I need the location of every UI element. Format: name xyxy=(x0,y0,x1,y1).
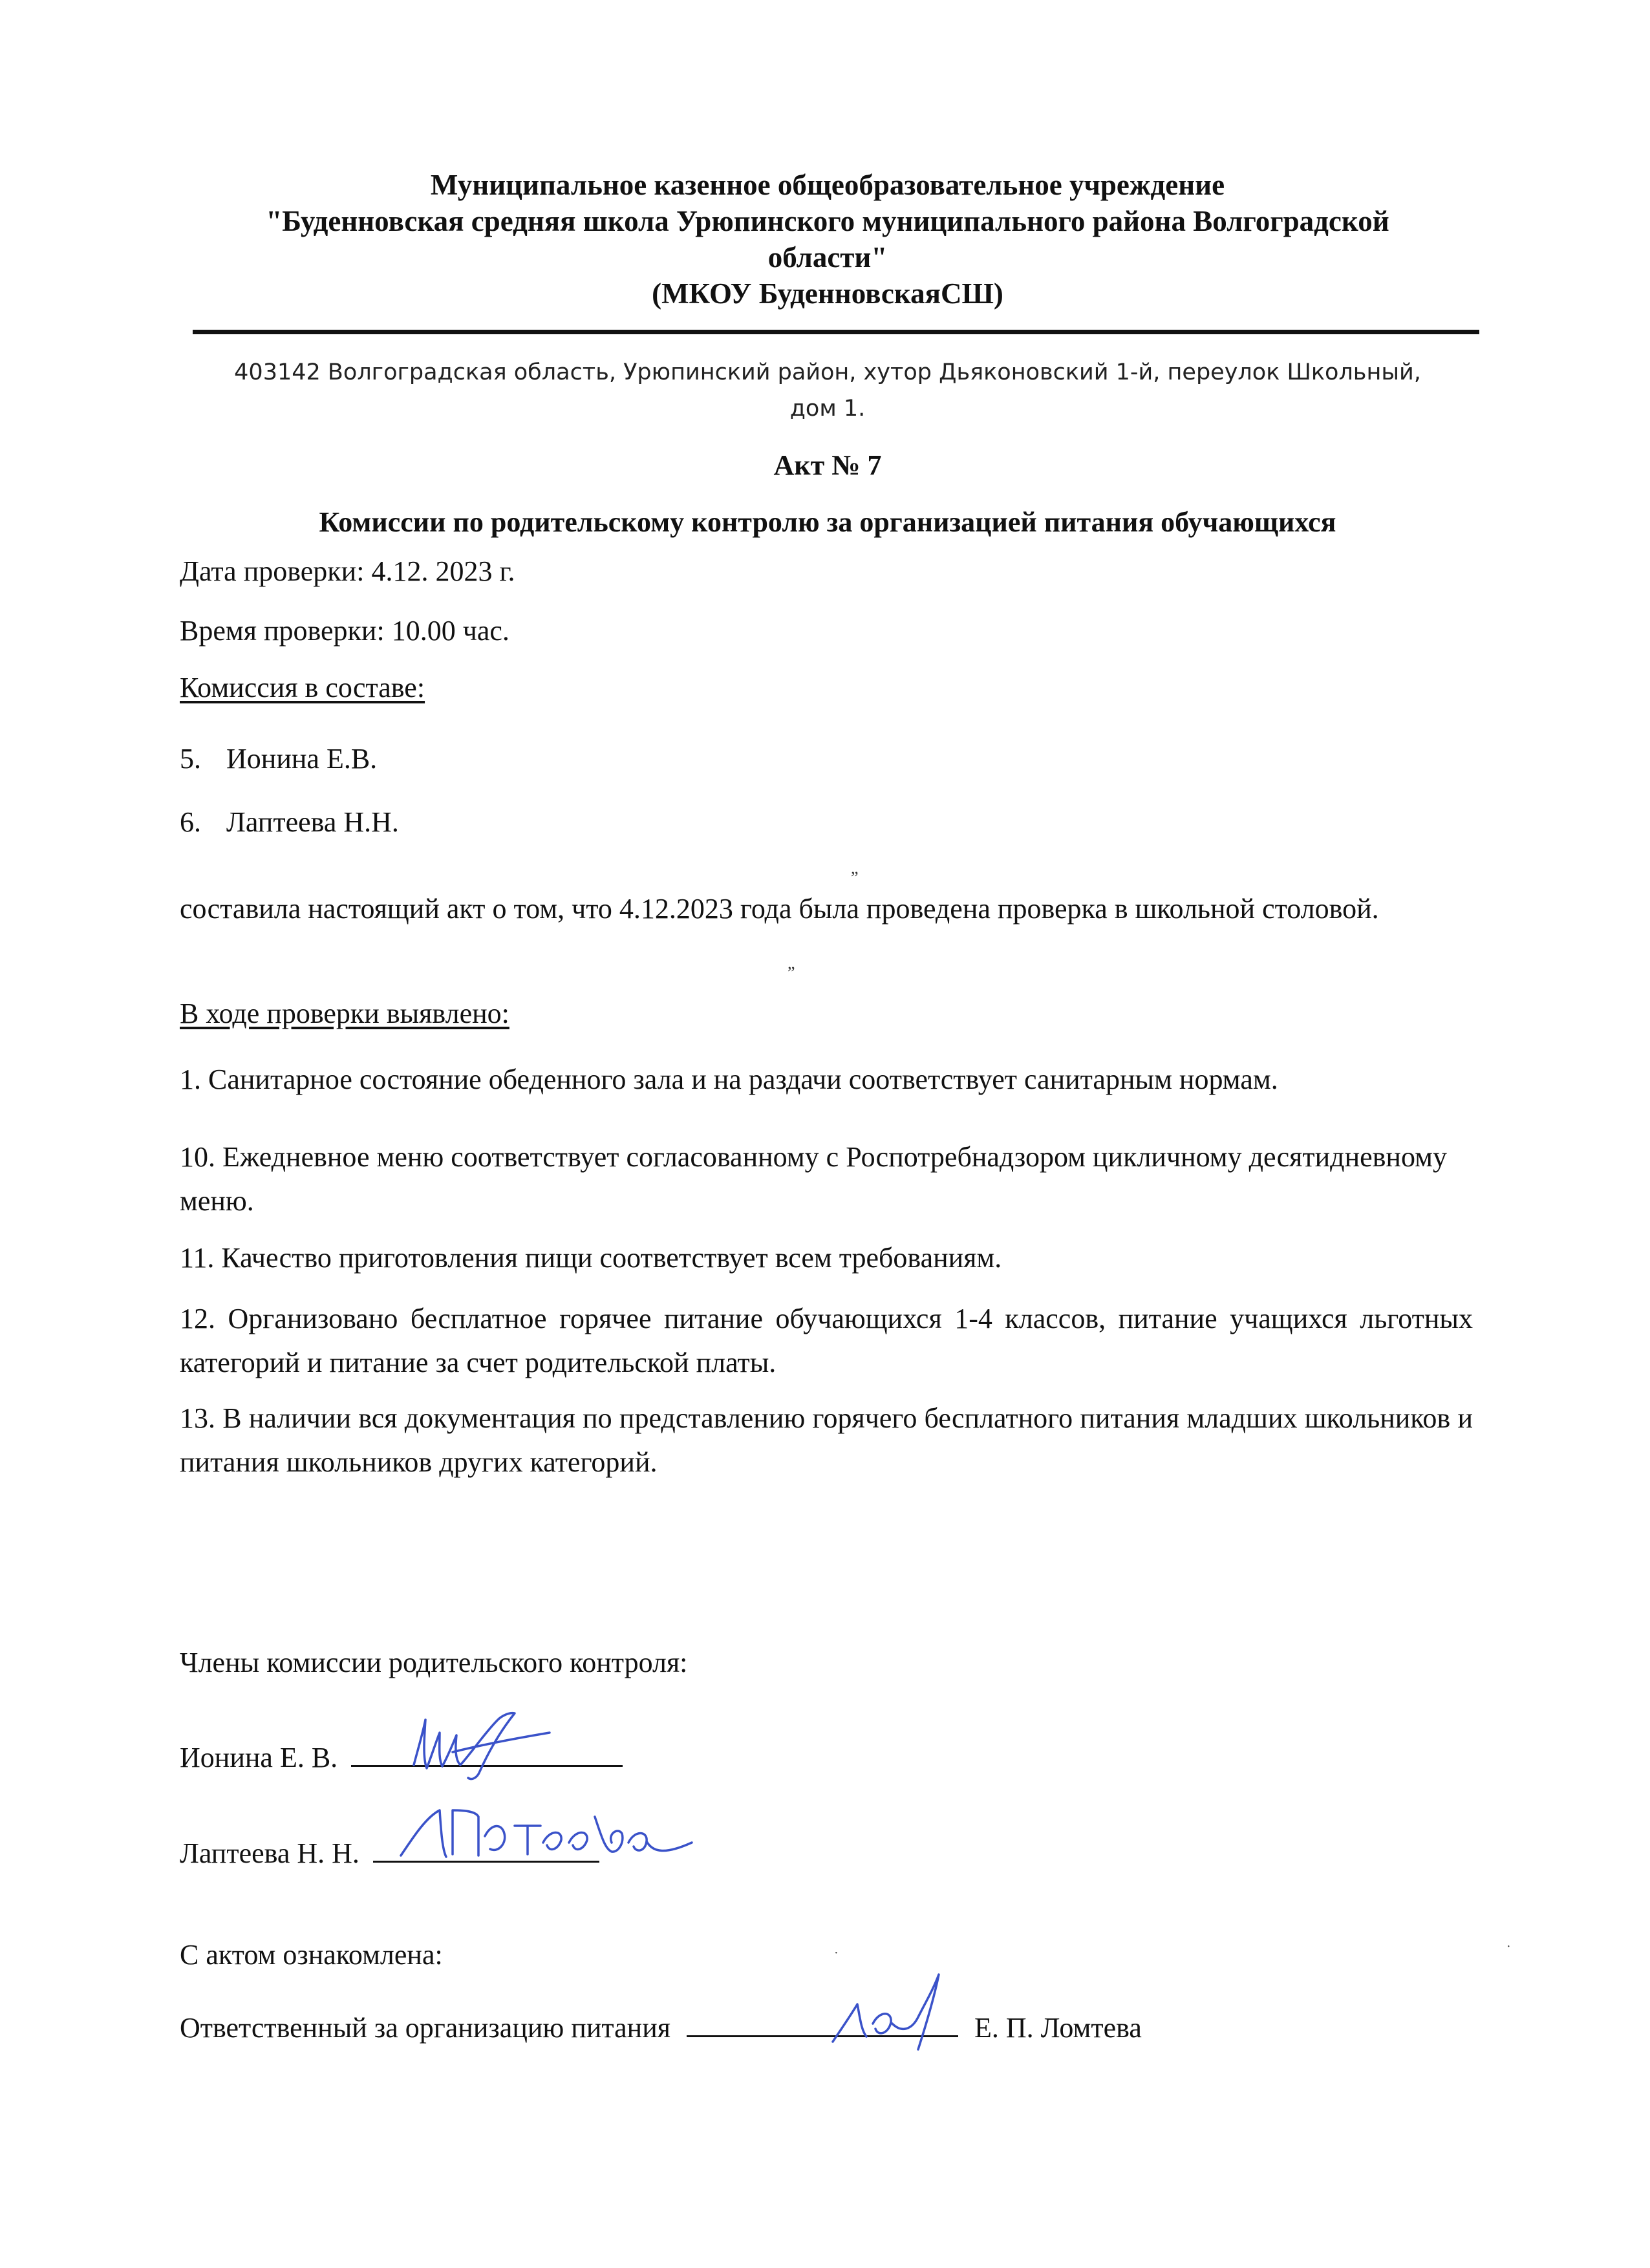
responsible-signature-row xyxy=(180,2009,1142,2046)
member-signature-name: Лаптеева Н. Н. xyxy=(180,1837,359,1869)
member-number: 6. xyxy=(180,806,201,838)
acknowledged-label: С актом ознакомлена: xyxy=(180,1939,443,1971)
commission-member xyxy=(180,804,399,840)
header-line-1: Муниципальное казенное общеобразовательное учреждение xyxy=(430,169,1225,201)
header-line-2: "Буденновская средняя школа Урюпинского муниципального района Волгоградской xyxy=(266,205,1389,237)
signature-ionina xyxy=(401,1707,569,1784)
inspection-time: Время проверки: 10.00 час. xyxy=(180,615,509,647)
findings-heading: В ходе проверки выявлено: xyxy=(180,998,509,1029)
finding-item: 10. Ежедневное меню соответствует согласованному с Роспотребнадзором цикличному десятидневному меню. xyxy=(180,1141,1447,1217)
signature-lapteeva xyxy=(388,1797,711,1875)
members-signature-heading: Члены комиссии родительского контроля: xyxy=(180,1647,688,1678)
member-name: Лаптеева Н.Н. xyxy=(226,806,399,838)
address-line-1: 403142 Волгоградская область, Урюпинский район, хутор Дьяконовский 1-й, переулок Школьный, xyxy=(234,359,1421,385)
organization-header xyxy=(181,167,1474,312)
finding-item: 13. В наличии вся документация по представлению горячего бесплатного питания младших школьников и питания школьников других категорий. xyxy=(180,1402,1473,1478)
member-signature-name: Ионина Е. В. xyxy=(180,1742,338,1773)
responsible-name: Е. П. Ломтева xyxy=(974,2012,1142,2044)
commission-heading: Комиссия в составе: xyxy=(180,672,425,703)
address-line-2: дом 1. xyxy=(789,396,866,422)
address-block xyxy=(168,354,1487,427)
scan-artifact: ” xyxy=(788,963,795,982)
header-line-4: (МКОУ БуденновскаяСШ) xyxy=(652,277,1003,310)
scan-artifact: · xyxy=(1506,1940,1511,1954)
scan-artifact: · xyxy=(834,1946,839,1960)
member-number: 5. xyxy=(180,743,201,775)
member-name: Ионина Е.В. xyxy=(226,743,378,775)
scan-artifact: „ xyxy=(851,859,859,877)
inspection-date: Дата проверки: 4.12. 2023 г. xyxy=(180,555,515,587)
finding-item: 11. Качество приготовления пищи соответствует всем требованиям. xyxy=(180,1242,1002,1274)
signature-lomteva xyxy=(821,1965,976,2056)
finding-item: 12. Организовано бесплатное горячее питание обучающихся 1-4 классов, питание учащихся льготных категорий и питание за счет родительской платы. xyxy=(180,1303,1473,1378)
commission-member xyxy=(180,741,377,777)
header-divider xyxy=(193,330,1479,334)
statement-paragraph: составила настоящий акт о том, что 4.12.2023 года была проведена проверка в школьной столовой. xyxy=(180,893,1379,925)
finding-item: 1. Санитарное состояние обеденного зала и на раздачи соответствует санитарным нормам. xyxy=(180,1064,1278,1095)
act-subtitle: Комиссии по родительскому контролю за организацией питания обучающихся xyxy=(319,506,1336,538)
act-title: Акт № 7 xyxy=(773,449,882,481)
header-line-3: области" xyxy=(767,241,888,273)
responsible-label: Ответственный за организацию питания xyxy=(180,2012,670,2044)
